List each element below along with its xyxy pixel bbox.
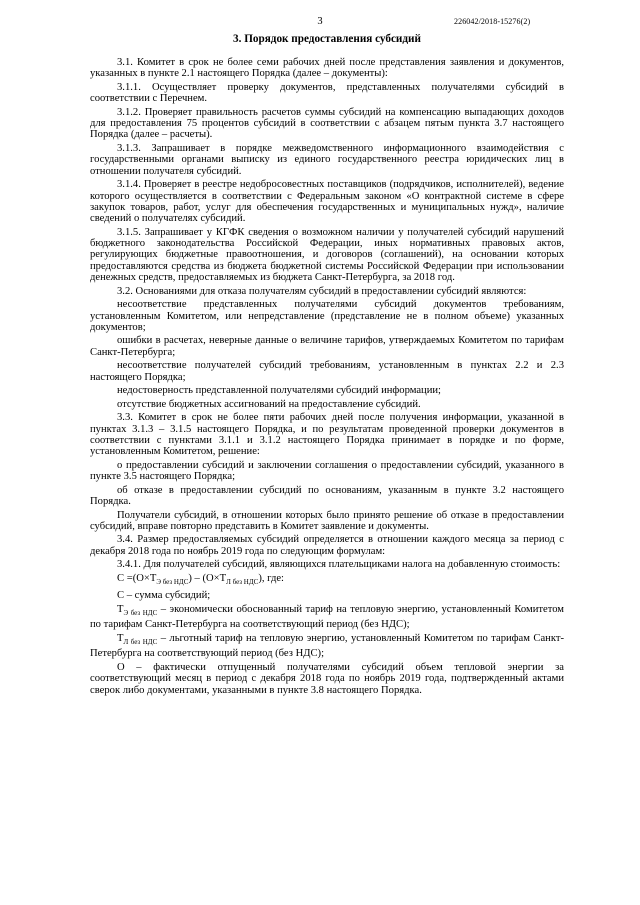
definition-o: О – фактически отпущенный получателями субсидий объем тепловой энергии за соответствующий месяц в период с декабря 2018 года по ноябрь 2019 года, подтвержденный актами сверок либо документами, указанными в пункте 3.8 настоящего Порядка. — [90, 661, 564, 696]
paragraph: об отказе в предоставлении субсидий по основаниям, указанным в пункте 3.2 настоящего Порядка. — [90, 484, 564, 507]
paragraph: 3.2. Основаниями для отказа получателям субсидий в предоставлении субсидий являются: — [117, 285, 527, 297]
paragraph: ошибки в расчетах, неверные данные о величине тарифов, утверждаемых Комитетом по тарифам Санкт-Петербурга; — [90, 335, 564, 358]
definition-tl — [90, 633, 564, 660]
formula-subscript: Л без НДС — [226, 577, 259, 586]
page-number: 3 — [317, 16, 323, 27]
paragraph: несоответствие получателей субсидий требованиям, установленным в пунктах 2.2 и 2.3 настоящего Порядка; — [90, 360, 564, 383]
paragraph: 3.1.2. Проверяет правильность расчетов суммы субсидий на компенсацию выпадающих доходов для предоставления 75 процентов субсидий в соответствии с абзацем пятым пункта 3.7 настоящего Порядка (далее – расчеты). — [90, 106, 564, 141]
paragraph: 3.1.3. Запрашивает в порядке межведомственного информационного взаимодействия с государственными органами выписку из единого государственного реестра юридических лиц в отношении получателя субсидий. — [90, 142, 564, 177]
paragraph: Получатели субсидий, в отношении которых было принято решение об отказе в предоставлении субсидий, вправе повторно представить в Комитет заявление и документы. — [90, 509, 564, 532]
document-id: 226042/2018-15276(2) — [454, 17, 531, 26]
paragraph: 3.1.5. Запрашивает у КГФК сведения о возможном наличии у получателей субсидий нарушений бюджетного законодательства Российской Федерации, иных нормативных правовых актов, регулирующих бюджетные правоотношения, и договоров (соглашений), на основании которых предоставляются средства из бюджета бюджетной системы Российской Федерации при использовании денежных средств, предоставляемых из бюджета Санкт-Петербурга, за 2018 год. — [90, 226, 564, 284]
definition-text: – льготный тариф на тепловую энергию, установленный Комитетом по тарифам Санкт-Петербурга на соответствующий период (без НДС); — [90, 632, 564, 660]
formula-subscript: Э без НДС — [156, 577, 189, 586]
paragraph: 3.4.1. Для получателей субсидий, являющихся плательщиками налога на добавленную стоимость: — [117, 559, 561, 571]
formula-part: С =(О×Т — [117, 572, 157, 584]
definition-text: – экономически обоснованный тариф на тепловую энергию, установленный Комитетом по тарифам Санкт-Петербурга на соответствующий период (без НДС); — [90, 603, 565, 631]
symbol: Т — [117, 632, 124, 644]
paragraph: 3.1. Комитет в срок не более семи рабочих дней после представления заявления и документов, указанных в пункте 2.1 настоящего Порядка (далее – документы): — [90, 57, 564, 80]
formula-part: ), где: — [258, 572, 284, 584]
document-body — [90, 33, 564, 698]
section-title: 3. Порядок предоставления субсидий — [233, 33, 421, 45]
paragraph: 3.1.1. Осуществляет проверку документов, представленных получателями субсидий в соответствии с Перечнем. — [90, 81, 564, 105]
symbol-subscript: Э без НДС — [123, 609, 158, 618]
subsidy-formula — [90, 573, 564, 588]
paragraph: 3.3. Комитет в срок не более пяти рабочих дней после получения информации, указанной в пунктах 3.1.3 – 3.1.5 настоящего Порядка, и по результатам проведенной проверки документов в соответствии с пунктами 3.1.1 и 3.1.2 настоящего Порядка принимает в порядке и по форме, установленным Комитетом, решение: — [90, 412, 564, 458]
formula-part: ) – (О×Т — [188, 572, 227, 584]
definition-te — [90, 604, 564, 631]
paragraph: отсутствие бюджетных ассигнований на предоставление субсидий. — [117, 398, 421, 410]
paragraph: 3.1.4. Проверяет в реестре недобросовестных поставщиков (подрядчиков, исполнителей), ведение которого осуществляется в соответствии с Федеральным законом «О контрактной системе в сфере закупок товаров, работ, услуг для обеспечения государственных и муниципальных нужд», наличие сведений о получателях субсидий. — [90, 179, 564, 225]
paragraph: несоответствие представленных получателями субсидий документов требованиям, установленным Комитетом, или непредставление (представление не в полном объеме) указанных документов; — [90, 299, 564, 333]
paragraph: 3.4. Размер предоставляемых субсидий определяется в отношении каждого месяца за период с декабря 2018 года по ноябрь 2019 года по следующим формулам: — [90, 534, 564, 557]
paragraph: о предоставлении субсидий и заключении соглашения о предоставлении субсидий, указанного в пункте 3.5 настоящего Порядка; — [90, 459, 564, 483]
paragraph: недостоверность представленной получателями субсидий информации; — [117, 385, 441, 397]
symbol: Т — [117, 603, 124, 615]
definition-c: С – сумма субсидий; — [117, 590, 211, 602]
symbol-subscript: Л без НДС — [123, 638, 158, 647]
